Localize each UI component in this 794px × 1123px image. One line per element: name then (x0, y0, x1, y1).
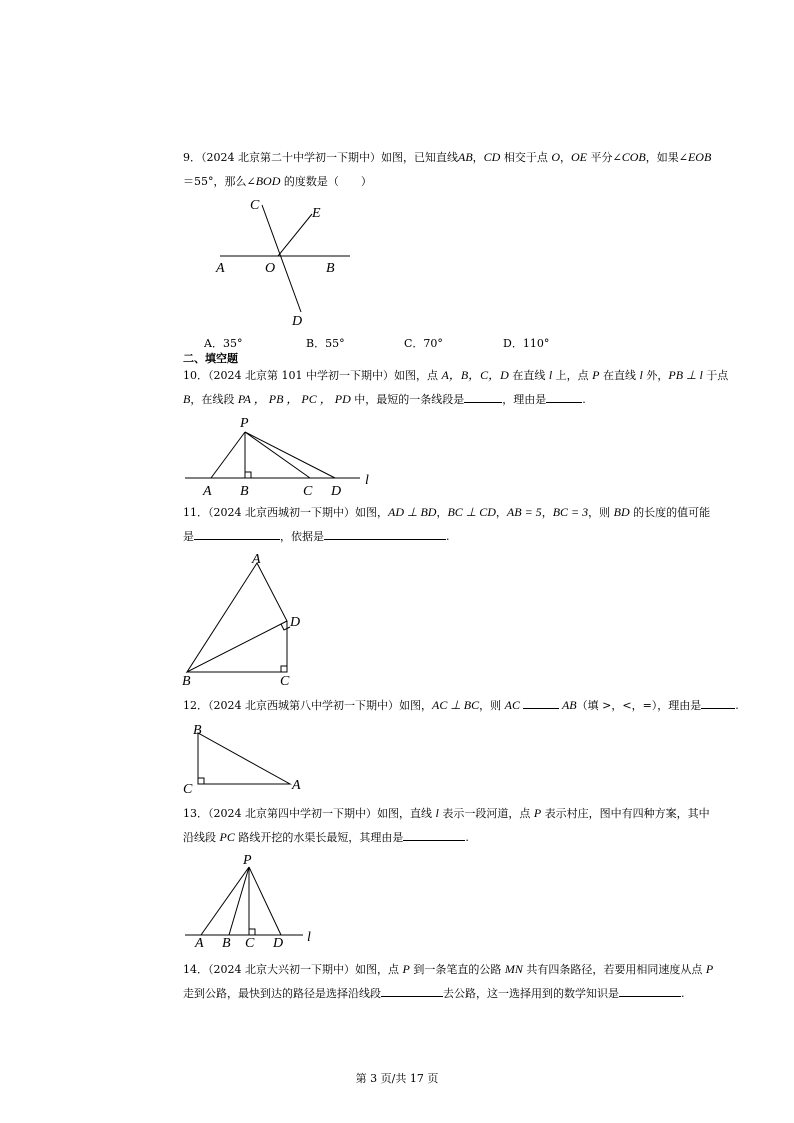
q10-text: ，理由是 (502, 393, 547, 406)
q9-cd: CD (483, 150, 501, 164)
q13-l: l (435, 806, 439, 820)
q11-label-d: D (290, 615, 301, 630)
q10-l: l (548, 368, 553, 382)
q10-label-b: B (240, 484, 249, 499)
q9-label-c: C (250, 198, 260, 213)
q9-cob: COB (621, 150, 646, 164)
q10-text: 在直线 (599, 369, 640, 382)
q12-text: （填 >，<，=），理由是 (576, 699, 702, 712)
q11-figure (180, 550, 310, 690)
q13-label-d: D (273, 936, 284, 951)
q13-text: 沿线段 (183, 831, 220, 844)
q10-seg-pc (245, 432, 310, 478)
q11-label-b: B (182, 674, 191, 689)
q14-mn: MN (504, 962, 523, 976)
q11-line1 (183, 505, 758, 520)
q9-choice-b: B．55° (306, 337, 345, 350)
q9-o: O (551, 150, 561, 164)
q13-p: P (533, 806, 542, 820)
q14-blank-2[interactable] (619, 986, 681, 997)
q9-bod: BOD (255, 174, 281, 188)
q13-line1 (183, 806, 758, 821)
q9-text: ，如果∠ (645, 151, 688, 164)
q10-figure (185, 412, 380, 502)
q9-text: ＝55°，那么∠ (183, 175, 256, 188)
q14-text: 到一条笔直的公路 (409, 963, 505, 976)
q11-cond4: BC = 3 (552, 505, 589, 519)
q10-text: 上，点 (552, 369, 593, 382)
q10-blank-1[interactable] (464, 392, 502, 403)
q9-line1 (183, 150, 758, 165)
q9-oe: OE (571, 150, 588, 164)
q10-text: 在直线 (508, 369, 549, 382)
q10-b: B (183, 392, 191, 406)
q12-triangle (198, 733, 290, 784)
q11-text: . (446, 530, 450, 543)
q14-line2 (183, 986, 758, 1001)
q10-perp: PB ⊥ l (668, 368, 703, 382)
q14-text: 14．（2024 北京大兴初一下期中）如图，点 (183, 963, 403, 976)
q12-blank-1[interactable] (523, 698, 559, 709)
q10-label-l: l (365, 473, 369, 488)
q11-blank-1[interactable] (194, 529, 280, 540)
q12-line (183, 698, 758, 713)
q12-ac: AC (504, 698, 520, 712)
q12-text: 12．（2024 北京西城第八中学初一下期中）如图， (183, 699, 432, 712)
q14-blank-1[interactable] (381, 986, 443, 997)
q13-text: 表示村庄，图中有四种方案，其中 (541, 807, 710, 820)
q9-choice-d: D．110° (503, 337, 550, 350)
q10-text: ，在线段 (190, 393, 238, 406)
q11-triangle-abd (187, 563, 287, 672)
q13-label-b: B (222, 936, 231, 951)
q14-text: 去公路，这一选择用到的数学知识是 (443, 987, 619, 1000)
q9-line-cd (262, 205, 301, 312)
q10-text: 10．（2024 北京第 101 中学初一下期中）如图，点 (183, 369, 442, 382)
q11-text: 是 (183, 530, 194, 543)
q11-blank-2[interactable] (324, 529, 446, 540)
q11-right-angle-c (281, 666, 287, 672)
q13-right-angle (249, 929, 255, 935)
q9-label-b: B (326, 261, 335, 276)
q9-line2 (183, 174, 758, 189)
q11-cond1: AD ⊥ BD (388, 505, 437, 519)
q9-figure (210, 195, 360, 330)
q10-label-p: P (240, 416, 249, 431)
q11-text: ， (541, 506, 553, 519)
q12-right-angle (198, 778, 204, 784)
q9-choice-a: A．35° (204, 337, 243, 350)
q13-pc: PC (219, 830, 235, 844)
q9-eob: EOB (687, 150, 712, 164)
q9-text: 相交于点 (500, 151, 552, 164)
q11-bd: BD (613, 505, 630, 519)
q11-text: 的长度的值可能 (629, 506, 711, 519)
q13-text: 路线开挖的水渠长最短，其理由是 (234, 831, 404, 844)
q10-line2 (183, 392, 758, 407)
q13-seg-pb (229, 867, 249, 935)
q11-label-c: C (280, 674, 290, 689)
q12-figure (180, 718, 310, 798)
q11-cond3: AB = 5 (506, 505, 542, 519)
q9-ray-oe (278, 214, 312, 256)
q12-label-b: B (193, 723, 202, 738)
q10-text: 于点 (702, 369, 729, 382)
q12-label-c: C (183, 782, 193, 797)
q9-label-o: O (265, 261, 276, 276)
q13-blank[interactable] (403, 830, 465, 841)
q10-right-angle (245, 472, 251, 478)
q12-text: . (735, 699, 739, 712)
q11-text: ，依据是 (280, 530, 324, 543)
q9-comma: ， (472, 151, 484, 164)
q14-text: 共有四条路径，若要用相同速度从点 (522, 963, 706, 976)
q11-text: ，则 (588, 506, 614, 519)
q9-text: 9．（2024 北京第二十中学初一下期中）如图，已知直线 (183, 151, 458, 164)
q11-line2 (183, 529, 758, 544)
q11-right-angle-d (281, 624, 290, 630)
q14-line1 (183, 962, 758, 977)
q12-blank-2[interactable] (701, 698, 735, 709)
q10-points: A，B，C，D (441, 368, 509, 382)
q13-label-c: C (245, 936, 255, 951)
q10-text: . (582, 393, 586, 406)
q13-figure (185, 850, 320, 950)
page-footer: 第 3 页/共 17 页 (355, 1072, 439, 1085)
q13-seg-pd (249, 867, 281, 935)
q10-label-a: A (203, 484, 212, 499)
q13-text: 13．（2024 北京第四中学初一下期中）如图，直线 (183, 807, 436, 820)
q12-ab: AB (561, 698, 577, 712)
q10-p: P (592, 368, 600, 382)
q13-label-p: P (243, 853, 252, 868)
q13-text: 表示一段河道，点 (438, 807, 534, 820)
q11-text: ， (436, 506, 448, 519)
q10-seg-pa (211, 432, 245, 478)
q14-text: 走到公路，最快到达的路径是选择沿线段 (183, 987, 381, 1000)
q13-label-a: A (195, 936, 204, 951)
q14-p: P (705, 962, 714, 976)
q13-label-l: l (307, 930, 311, 945)
q13-line2 (183, 830, 758, 845)
q12-text: ，则 (479, 699, 505, 712)
q10-label-d: D (331, 484, 342, 499)
q9-choice-c: C．70° (404, 337, 443, 350)
q10-label-c: C (303, 484, 313, 499)
q9-comma: ， (560, 151, 572, 164)
q11-label-a: A (252, 552, 261, 567)
q10-line1 (183, 368, 758, 383)
section-title: 二、填空题 (183, 352, 238, 365)
q10-blank-2[interactable] (546, 392, 582, 403)
q12-cond: AC ⊥ BC (432, 698, 480, 712)
q9-text: 平分∠ (587, 151, 622, 164)
q11-text: ， (495, 506, 507, 519)
q9-label-a: A (216, 261, 225, 276)
q10-l: l (639, 368, 643, 382)
q10-segments: PA ， PB ， PC ， PD (237, 392, 351, 406)
q10-text: 外， (642, 369, 669, 382)
q14-p: P (402, 962, 410, 976)
q9-label-e: E (312, 206, 321, 221)
q9-label-d: D (292, 314, 303, 329)
q10-text: 中，最短的一条线段是 (350, 393, 465, 406)
q13-text: . (465, 831, 469, 844)
q9-text: 的度数是（ ） (280, 175, 372, 188)
q11-text: 11．（2024 北京西城初一下期中）如图， (183, 506, 388, 519)
q10-seg-pd (245, 432, 335, 478)
q13-seg-pa (201, 867, 249, 935)
q12-label-a: A (292, 778, 301, 793)
q11-cond2: BC ⊥ CD (447, 505, 496, 519)
q14-text: . (681, 987, 685, 1000)
q9-ab: AB (458, 150, 473, 164)
